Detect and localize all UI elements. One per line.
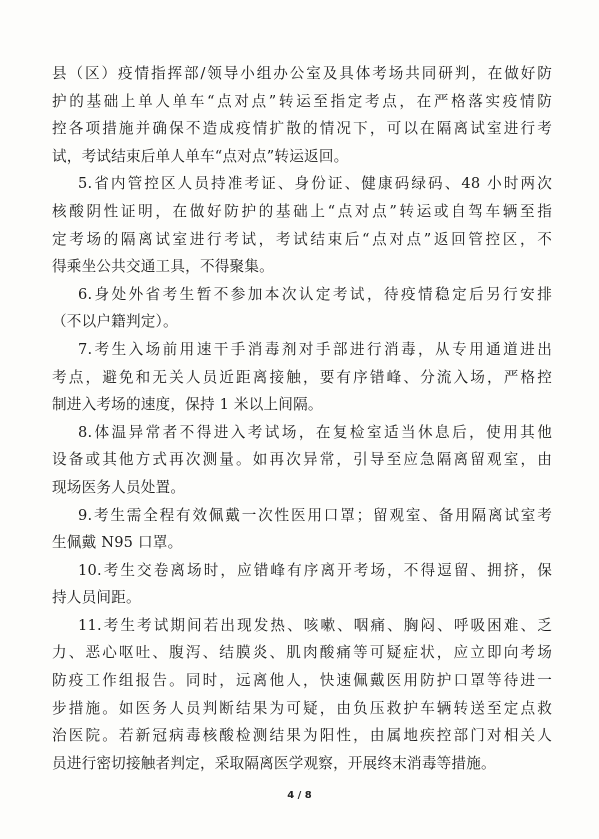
paragraph-item-9 bbox=[52, 502, 552, 557]
text-line: 治医院。若新冠病毒核酸检测结果为阳性，由属地疾控部门对相关人 bbox=[52, 727, 552, 745]
text-line: 6.身处外省考生暂不参加本次认定考试，待疫情稳定后另行安排 bbox=[78, 285, 552, 303]
paragraph-1 bbox=[52, 60, 552, 170]
paragraph-item-5 bbox=[52, 170, 552, 280]
text-line: 7.考生入场前用速干手消毒剂对手部进行消毒，从专用通道进出 bbox=[78, 340, 552, 358]
paragraph-item-7 bbox=[52, 336, 552, 419]
text-line: 县（区）疫情指挥部/领导小组办公室及具体考场共同研判，在做好防 bbox=[52, 65, 552, 82]
text-line: 制进入考场的速度，保持 1 米以上间隔。 bbox=[52, 396, 323, 414]
document-body bbox=[52, 60, 552, 777]
paragraph-item-8 bbox=[52, 419, 552, 502]
text-line: 设备或其他方式再次测量。如再次异常，引导至应急隔离留观室，由 bbox=[52, 451, 552, 469]
text-line: （不以户籍判定）。 bbox=[52, 313, 178, 331]
text-line: 8.体温异常者不得进入考试场，在复检室适当休息后，使用其他 bbox=[78, 423, 552, 441]
text-line: 持人员间距。 bbox=[52, 589, 141, 607]
text-line: 控各项措施并确保不造成疫情扩散的情况下，可以在隔离试室进行考 bbox=[52, 120, 552, 138]
text-line: 试，考试结束后单人单车“点对点”转运返回。 bbox=[52, 147, 349, 165]
text-line: 9.考生需全程有效佩戴一次性医用口罩；留观室、备用隔离试室考 bbox=[78, 506, 552, 524]
text-line: 步措施。如医务人员判断结果为可疑，由负压救护车辆转送至定点救 bbox=[52, 699, 552, 717]
page-number: 4 / 8 bbox=[287, 790, 312, 801]
text-line: 考点，避免和无关人员近距离接触，要有序错峰、分流入场，严格控 bbox=[52, 368, 552, 386]
text-line: 核酸阴性证明，在做好防护的基础上“点对点”转运或自驾车辆至指 bbox=[52, 202, 552, 220]
text-line: 得乘坐公共交通工具，不得聚集。 bbox=[52, 258, 274, 276]
text-line: 力、恶心呕吐、腹泻、结膜炎、肌肉酸痛等可疑症状，应立即向考场 bbox=[52, 644, 552, 662]
text-line: 防疫工作组报告。同时，远离他人，快速佩戴医用防护口罩等待进一 bbox=[52, 672, 552, 690]
paragraph-item-11 bbox=[52, 612, 552, 778]
text-line: 现场医务人员处置。 bbox=[52, 478, 186, 496]
text-line: 护的基础上单人单车“点对点”转运至指定考点，在严格落实疫情防 bbox=[52, 92, 552, 110]
text-line: 员进行密切接触者判定，采取隔离医学观察，开展终末消毒等措施。 bbox=[52, 754, 496, 772]
text-line: 生佩戴 N95 口罩。 bbox=[52, 534, 183, 552]
paragraph-item-10 bbox=[52, 557, 552, 612]
text-line: 11.考生考试期间若出现发热、咳嗽、咽痛、胸闷、呼吸困难、乏 bbox=[78, 616, 552, 634]
paragraph-item-6 bbox=[52, 281, 552, 336]
text-line: 5.省内管控区人员持准考证、身份证、健康码绿码、48 小时两次 bbox=[78, 175, 552, 193]
text-line: 10.考生交卷离场时，应错峰有序离开考场，不得逗留、拥挤，保 bbox=[78, 561, 552, 579]
text-line: 定考场的隔离试室进行考试，考试结束后“点对点”返回管控区，不 bbox=[52, 230, 552, 248]
